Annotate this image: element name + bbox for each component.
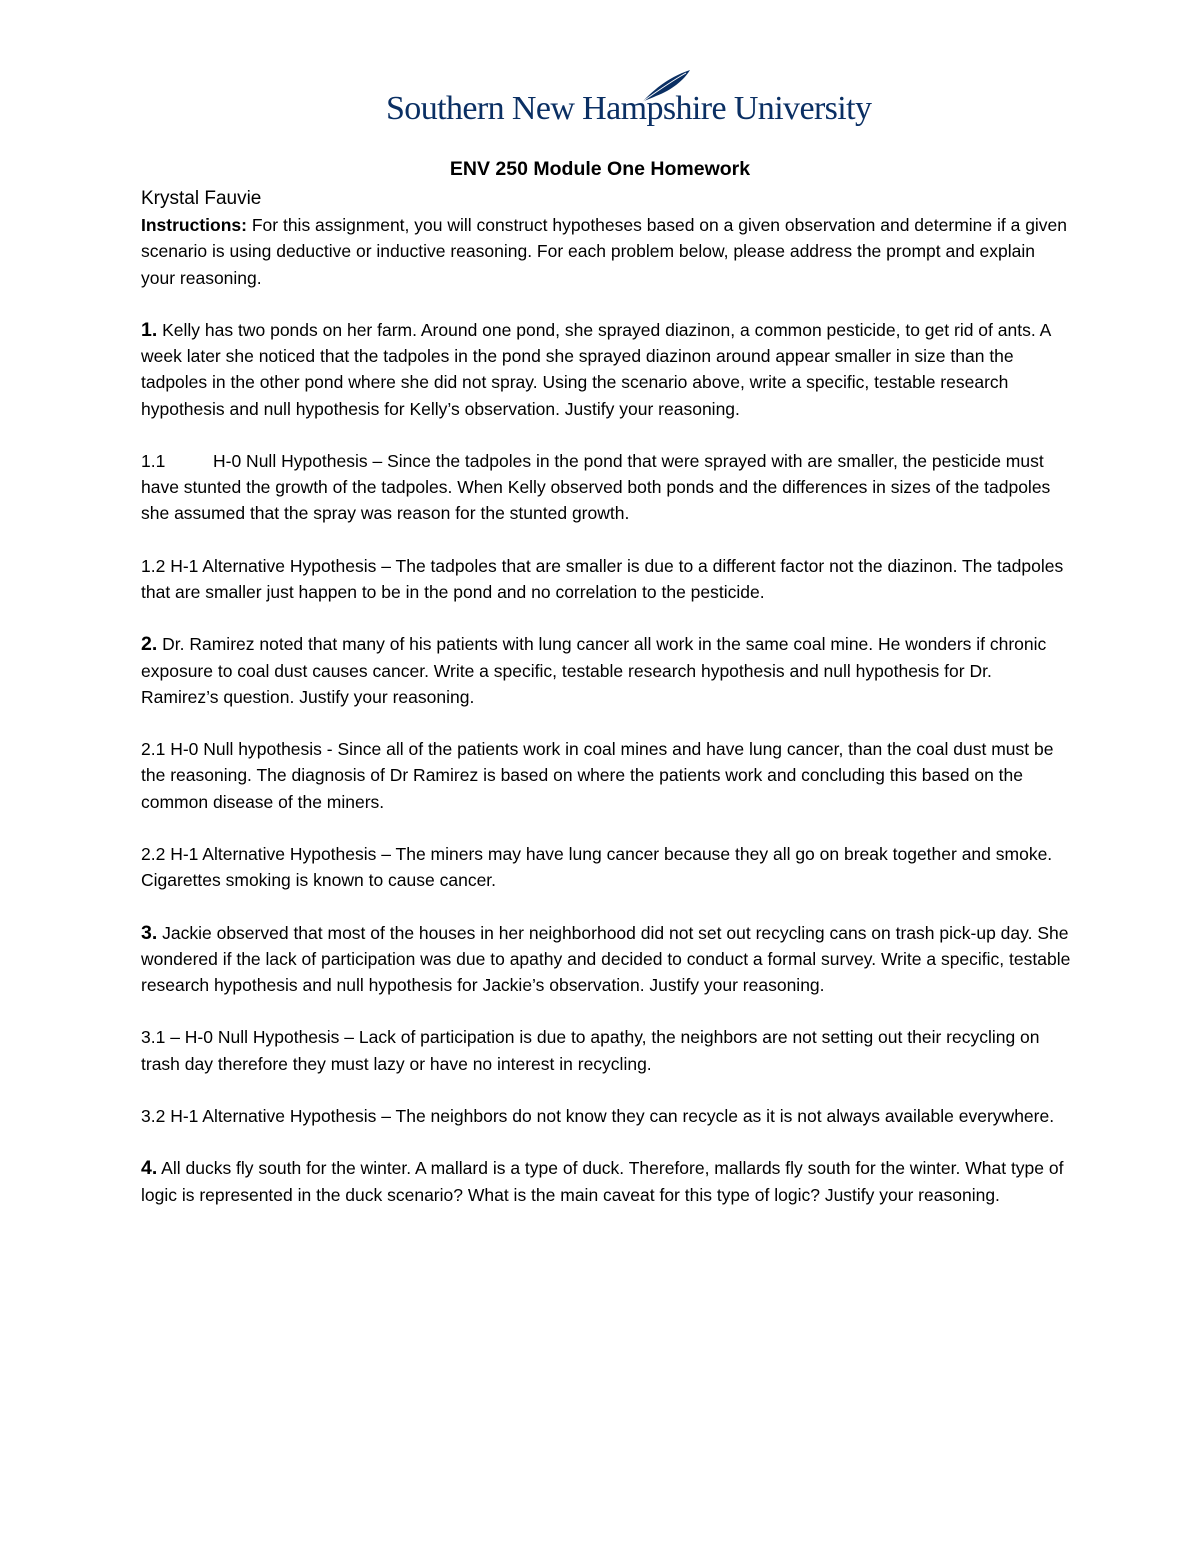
logo-text: Southern New Hampshire University <box>386 90 872 127</box>
instructions-text: For this assignment, you will construct hypotheses based on a given observation and determine if a given scenario is using deductive or inductive reasoning. For each problem below, please address the prompt and explain your reasoning. <box>141 215 1068 288</box>
answer-2-1: 2.1 H-0 Null hypothesis - Since all of the patients work in coal mines and have lung cancer, than the coal dust must be the reasoning. The diagnosis of Dr Ramirez is based on where the patients work and concluding this based on the common disease of the miners. <box>141 739 1054 812</box>
answer-1-1-text: H-0 Null Hypothesis – Since the tadpoles in the pond that were sprayed with are smaller, the pesticide must have stunted the growth of the tadpoles. When Kelly observed both ponds and the differences in sizes of the tadpoles she assumed that the spray was reason for the stunted growth. <box>141 451 1051 524</box>
answer-1-1-number: 1.1 <box>141 451 166 471</box>
question-2-number: 2. <box>141 633 158 656</box>
instructions-paragraph <box>141 212 1071 291</box>
question-3-number: 3. <box>141 921 158 944</box>
answer-1-1 <box>141 448 1071 527</box>
answer-3-1: 3.1 – H-0 Null Hypothesis – Lack of participation is due to apathy, the neighbors are not setting out their recycling on trash day therefore they must lazy or have no interest in recycling. <box>141 1027 1040 1074</box>
answer-3-2: 3.2 H-1 Alternative Hypothesis – The neighbors do not know they can recycle as it is not always available everywhere. <box>141 1105 1055 1126</box>
question-2 <box>141 631 1071 710</box>
author-name: Krystal Fauvie <box>141 188 262 209</box>
question-3-text: Jackie observed that most of the houses in her neighborhood did not set out recycling cans on trash pick-up day. She wondered if the lack of participation was due to apathy and decided to conduct a formal survey. Write a specific, testable research hypothesis and null hypothesis for Jackie’s observation. Justify your reasoning. <box>141 922 1071 995</box>
instructions-label: Instructions: <box>141 215 247 236</box>
answer-2-2: 2.2 H-1 Alternative Hypothesis – The miners may have lung cancer because they all go on break together and smoke. Cigarettes smoking is known to cause cancer. <box>141 843 1053 891</box>
question-1 <box>141 317 1071 422</box>
question-1-text: Kelly has two ponds on her farm. Around one pond, she sprayed diazinon, a common pesticide, to get rid of ants. A week later she noticed that the tadpoles in the pond she sprayed diazinon around appear smaller in size than the tadpoles in the other pond where she did not spray. Using the scenario above, write a specific, testable research hypothesis and null hypothesis for Kelly’s observation. Justify your reasoning. <box>141 320 1051 419</box>
question-2-text: Dr. Ramirez noted that many of his patients with lung cancer all work in the same coal mine. He wonders if chronic exposure to coal dust causes cancer. Write a specific, testable research hypothesis and null hypothesis for Dr. Ramirez’s question. Justify your reasoning. <box>141 634 1047 707</box>
question-3 <box>141 920 1071 999</box>
question-1-number: 1. <box>141 319 158 341</box>
document-title: ENV 250 Module One Homework <box>449 158 751 180</box>
university-logo <box>386 68 872 138</box>
answer-1-2: 1.2 H-1 Alternative Hypothesis – The tadpoles that are smaller is due to a different factor not the diazinon. The tadpoles that are smaller just happen to be in the pond and no correlation to the pesticide. <box>141 555 1064 602</box>
question-4-text: All ducks fly south for the winter. A mallard is a type of duck. Therefore, mallards fly south for the winter. What type of logic is represented in the duck scenario? What is the main caveat for this type of logic? Justify your reasoning. <box>141 1158 1064 1205</box>
question-4-number: 4. <box>141 1157 158 1180</box>
document-body <box>141 186 1071 1234</box>
question-4 <box>141 1155 1071 1207</box>
